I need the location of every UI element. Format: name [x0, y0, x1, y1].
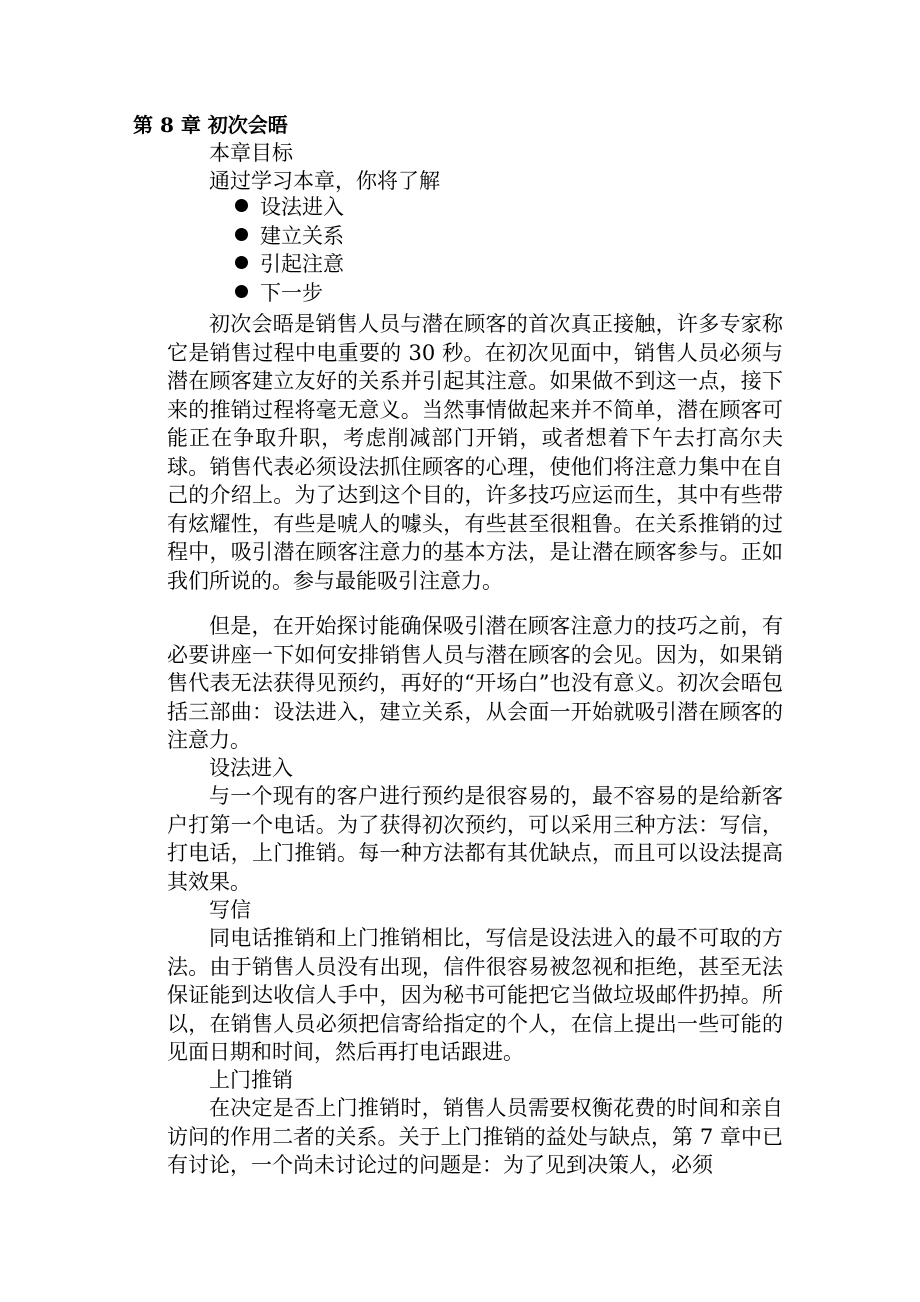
objective-label: 设法进入 [260, 195, 344, 219]
section-heading-cold-call: 上门推销 [209, 1068, 293, 1092]
objective-item [235, 250, 344, 279]
chapter-title: 第 8 章 初次会晤 [133, 113, 288, 137]
objective-item [235, 193, 344, 222]
paragraph-intro: 初次会晤是销售人员与潜在顾客的首次真正接触，许多专家称它是销售过程中电重要的 30 秒。在初次见面中，销售人员必须与潜在顾客建立友好的关系并引起其注意。如果做不到这一点，接下来的推销过程将毫无意义。当然事情做起来并不简单，潜在顾客可能正在争取升职，考虑削减部门开销，或者想着下午去打高尔夫球。销售代表必须设法抓住顾客的心理，使他们将注意力集中在自己的介绍上。为了达到这个目的，许多技巧应运而生，其中有些带有炫耀性，有些是唬人的噱头，有些甚至很粗鲁。在关系推销的过程中，吸引潜在顾客注意力的基本方法，是让潜在顾客参与。正如我们所说的。参与最能吸引注意力。 [167, 312, 783, 593]
paragraph-appointment: 但是，在开始探讨能确保吸引潜在顾客注意力的技巧之前，有必要讲座一下如何安排销售人员与潜在顾客的会见。因为，如果销售代表无法获得见预约，再好的“开场白”也没有意义。初次会晤包括三部曲：设法进入，建立关系，从会面一开始就吸引潜在顾客的注意力。 [167, 614, 783, 752]
objective-item [235, 222, 344, 251]
objective-label: 建立关系 [260, 223, 344, 248]
bullet-icon [235, 256, 248, 269]
bullet-icon [235, 228, 248, 241]
bullet-icon [235, 285, 248, 298]
paragraph-cold-call: 在决定是否上门推销时，销售人员需要权衡花费的时间和亲自访问的作用二者的关系。关于上门推销的益处与缺点，第 7 章中已有讨论，一个尚未讨论过的问题是：为了见到决策人，必须 [167, 1096, 783, 1177]
section-heading-letter: 写信 [209, 898, 251, 922]
objectives-list [235, 193, 344, 307]
objective-label: 引起注意 [260, 252, 344, 276]
bullet-icon [235, 199, 248, 212]
section-heading-getting-in: 设法进入 [209, 756, 293, 780]
objective-label: 下一步 [260, 280, 323, 305]
paragraph-letter: 同电话推销和上门推销相比，写信是设法进入的最不可取的方法。由于销售人员没有出现，信件很容易被忽视和拒绝，甚至无法保证能到达收信人手中，因为秘书可能把它当做垃圾邮件扔掉。所以，在销售人员必须把信寄给指定的个人，在信上提出一些可能的见面日期和时间，然后再打电话跟进。 [167, 926, 783, 1064]
objective-item [235, 279, 344, 308]
objectives-intro: 通过学习本章，你将了解 [209, 169, 440, 193]
paragraph-getting-in: 与一个现有的客户进行预约是很容易的，最不容易的是给新客户打第一个电话。为了获得初次预约，可以采用三种方法：写信，打电话，上门推销。每一种方法都有其优缺点，而且可以设法提高其效果。 [167, 784, 783, 894]
objectives-heading: 本章目标 [209, 141, 293, 165]
